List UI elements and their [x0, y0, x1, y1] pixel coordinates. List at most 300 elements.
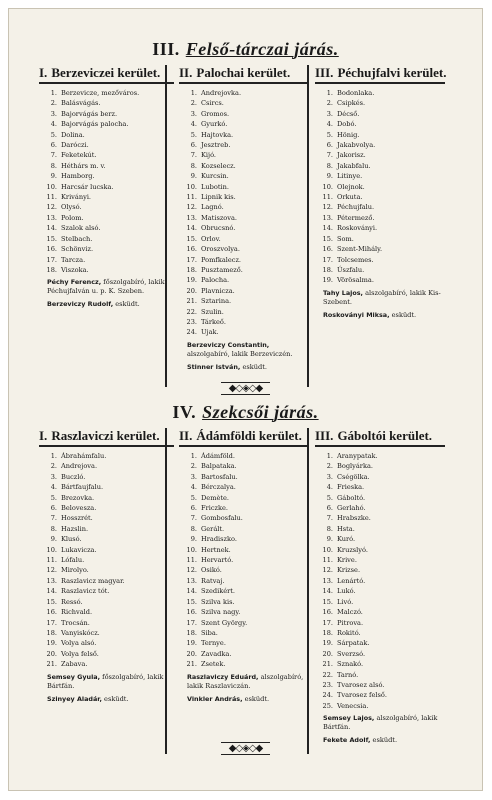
section-title — [9, 39, 482, 60]
official-name: Raszlaviczy Eduárd, — [187, 672, 259, 681]
village-number: 17. — [322, 618, 333, 627]
village-name: Schönviz. — [61, 245, 94, 254]
village-name: Hosszrét. — [61, 514, 93, 523]
village-name: Stelbach. — [61, 234, 93, 243]
village-name: Péchujfalu. — [337, 203, 375, 212]
village-name: Szulin. — [201, 307, 224, 316]
village-number: 6. — [190, 141, 197, 150]
village-number: 3. — [326, 472, 333, 481]
village-item — [179, 317, 309, 327]
village-item — [179, 503, 309, 513]
village-item — [315, 503, 445, 513]
village-number: 15. — [186, 597, 197, 606]
district-number: II. — [179, 65, 193, 80]
village-name: Palocha. — [201, 276, 230, 285]
village-number: 15. — [186, 234, 197, 243]
village-number: 7. — [190, 151, 197, 160]
village-number: 23. — [322, 680, 333, 689]
village-number: 15. — [322, 597, 333, 606]
village-number: 8. — [50, 524, 57, 533]
village-item — [179, 150, 309, 160]
district-column-3 — [315, 65, 445, 320]
village-number: 24. — [322, 691, 333, 700]
village-number: 12. — [186, 203, 197, 212]
village-number: 3. — [50, 109, 57, 118]
village-item — [39, 649, 174, 659]
village-name: Klusó. — [61, 535, 82, 544]
village-number: 14. — [186, 224, 197, 233]
clerk-name: Roskoványi Miksa, — [323, 310, 390, 319]
section-szekcsoi — [9, 402, 482, 772]
village-number: 1. — [50, 89, 57, 97]
village-number: 4. — [190, 120, 197, 129]
village-list — [39, 88, 174, 275]
village-item — [39, 202, 174, 212]
village-number: 10. — [46, 182, 57, 191]
village-name: Balásvágás. — [61, 99, 101, 108]
column-divider — [165, 428, 167, 754]
village-name: Gáboltó. — [337, 493, 366, 502]
village-number: 12. — [46, 566, 57, 575]
village-item — [179, 597, 309, 607]
official-entry — [39, 673, 174, 691]
village-number: 1. — [190, 452, 197, 460]
village-item — [179, 182, 309, 192]
village-number: 9. — [326, 172, 333, 181]
village-number: 10. — [186, 545, 197, 554]
village-number: 15. — [46, 234, 57, 243]
village-number: 18. — [46, 265, 57, 274]
village-item — [179, 275, 309, 285]
village-item — [39, 161, 174, 171]
village-number: 17. — [186, 618, 197, 627]
ornamental-divider: ◆◇◈◇◆ — [9, 742, 482, 755]
village-name: Livó. — [337, 597, 354, 606]
village-name: Dolina. — [61, 130, 85, 139]
village-name: Boglyárka. — [337, 462, 373, 471]
village-name: Bérczalya. — [201, 483, 236, 492]
village-name: Zabava. — [61, 660, 88, 669]
village-number: 5. — [50, 493, 57, 502]
village-number: 5. — [50, 130, 57, 139]
village-item — [39, 171, 174, 181]
village-name: Zavadka. — [201, 649, 232, 658]
village-name: Tvarosez alsó. — [337, 680, 385, 689]
village-item — [39, 534, 174, 544]
village-number: 13. — [322, 213, 333, 222]
village-name: Krizse. — [337, 566, 361, 575]
village-name: Vanyiskócz. — [61, 628, 100, 637]
official-text: alszolgabíró, lakik Berzeviczén. — [187, 349, 293, 358]
village-number: 1. — [326, 89, 333, 97]
village-item — [39, 109, 174, 119]
village-number: 20. — [186, 649, 197, 658]
village-name: Bártfaujfalu. — [61, 483, 104, 492]
village-name: Harcsár lucska. — [61, 182, 114, 191]
village-number: 14. — [322, 224, 333, 233]
village-item — [39, 192, 174, 202]
village-name: Szent-Mihály. — [337, 245, 383, 254]
village-item — [179, 451, 309, 461]
village-number: 8. — [326, 161, 333, 170]
village-item — [315, 234, 445, 244]
village-name: Bajorvágás palocha. — [61, 120, 129, 129]
village-number: 11. — [322, 556, 333, 565]
village-item — [179, 161, 309, 171]
village-name: Kozselecz. — [201, 161, 236, 170]
village-item — [179, 202, 309, 212]
village-name: Roskoványi. — [337, 224, 378, 233]
village-item — [179, 109, 309, 119]
village-name: Olejnok. — [337, 182, 365, 191]
village-name: Szedikért. — [201, 587, 236, 596]
village-name: Ujak. — [201, 328, 219, 337]
village-item — [179, 171, 309, 181]
village-name: Belovesza. — [61, 504, 97, 513]
village-number: 5. — [190, 130, 197, 139]
village-number: 4. — [50, 120, 57, 129]
village-number: 15. — [46, 597, 57, 606]
village-item — [315, 244, 445, 254]
official-entry — [179, 341, 309, 359]
village-number: 15. — [322, 234, 333, 243]
village-number: 3. — [190, 109, 197, 118]
village-name: Polom. — [61, 213, 84, 222]
district-column-2 — [179, 428, 309, 704]
village-item — [315, 565, 445, 575]
village-number: 17. — [186, 255, 197, 264]
village-item — [39, 545, 174, 555]
village-item — [179, 296, 309, 306]
village-item — [179, 586, 309, 596]
village-item — [179, 234, 309, 244]
village-number: 17. — [322, 255, 333, 264]
village-number: 22. — [186, 307, 197, 316]
district-name: Raszlaviczi kerület. — [51, 428, 160, 443]
village-number: 16. — [186, 245, 197, 254]
village-item — [39, 524, 174, 534]
village-number: 10. — [46, 545, 57, 554]
village-name: Venecsia. — [337, 701, 369, 710]
village-item — [179, 472, 309, 482]
village-item — [315, 576, 445, 586]
village-name: Frieska. — [337, 483, 365, 492]
village-number: 18. — [322, 265, 333, 274]
village-number: 2. — [190, 462, 197, 471]
district-heading — [179, 65, 309, 84]
village-item — [315, 109, 445, 119]
village-item — [315, 255, 445, 265]
village-item — [179, 618, 309, 628]
village-name: Pétermező. — [337, 213, 375, 222]
village-name: Feketekút. — [61, 151, 97, 160]
village-name: Kuró. — [337, 535, 356, 544]
village-item — [315, 690, 445, 700]
village-item — [179, 545, 309, 555]
village-name: Aranypatak. — [337, 452, 378, 460]
district-column-1 — [39, 428, 174, 704]
village-name: Litinye. — [337, 172, 363, 181]
village-item — [179, 192, 309, 202]
village-number: 23. — [186, 317, 197, 326]
village-item — [315, 607, 445, 617]
clerk-text: esküdt. — [244, 694, 270, 703]
village-item — [315, 680, 445, 690]
village-number: 6. — [50, 504, 57, 513]
village-number: 6. — [50, 141, 57, 150]
village-number: 12. — [322, 203, 333, 212]
village-item — [315, 182, 445, 192]
village-item — [315, 150, 445, 160]
village-name: Andrejova. — [61, 462, 98, 471]
section-name: Felső-tárczai járás. — [185, 39, 339, 59]
village-name: Olysó. — [61, 203, 82, 212]
village-number: 5. — [326, 493, 333, 502]
village-number: 14. — [46, 224, 57, 233]
village-item — [179, 130, 309, 140]
village-item — [179, 286, 309, 296]
village-item — [179, 255, 309, 265]
clerk-text: esküdt. — [115, 300, 140, 309]
village-item — [179, 223, 309, 233]
village-item — [179, 565, 309, 575]
village-list — [315, 88, 445, 286]
village-name: Mirolyo. — [61, 566, 89, 575]
village-number: 13. — [322, 576, 333, 585]
village-name: Friczke. — [201, 504, 228, 513]
village-name: Tvarosez felső. — [337, 691, 387, 700]
clerk-entry — [39, 299, 174, 309]
section-name: Szekcsői járás. — [202, 402, 319, 422]
village-item — [315, 119, 445, 129]
village-number: 12. — [186, 566, 197, 575]
village-item — [315, 472, 445, 482]
village-number: 7. — [50, 151, 57, 160]
official-entry — [315, 289, 445, 307]
village-item — [315, 513, 445, 523]
village-number: 8. — [326, 524, 333, 533]
village-number: 2. — [50, 99, 57, 108]
village-item — [179, 649, 309, 659]
village-number: 21. — [186, 660, 197, 669]
village-item — [315, 586, 445, 596]
village-item — [179, 307, 309, 317]
village-name: Lubotin. — [201, 182, 229, 191]
village-item — [39, 659, 174, 669]
village-number: 13. — [46, 213, 57, 222]
district-column-2 — [179, 65, 309, 372]
clerk-name: Vinkler András, — [187, 694, 243, 703]
village-name: Vörösalma. — [337, 276, 374, 285]
village-number: 9. — [50, 535, 57, 544]
village-item — [39, 182, 174, 192]
village-number: 11. — [322, 193, 333, 202]
village-item — [315, 275, 445, 285]
village-item — [315, 223, 445, 233]
village-number: 4. — [326, 120, 333, 129]
village-name: Volya felső. — [61, 649, 99, 658]
village-number: 7. — [50, 514, 57, 523]
village-name: Bajorvágás berz. — [61, 109, 118, 118]
village-item — [315, 534, 445, 544]
village-item — [179, 628, 309, 638]
village-name: Hajtovka. — [201, 130, 234, 139]
village-list — [179, 451, 309, 670]
district-name: Ádámföldi kerület. — [196, 428, 302, 443]
village-number: 1. — [326, 452, 333, 460]
village-item — [315, 98, 445, 108]
village-name: Jakabvolya. — [337, 141, 376, 150]
village-number: 8. — [50, 161, 57, 170]
village-name: Gromos. — [201, 109, 230, 118]
district-number: III. — [315, 428, 334, 443]
village-number: 20. — [46, 649, 57, 658]
village-name: Oroszvolya. — [201, 245, 240, 254]
village-item — [315, 701, 445, 711]
village-name: Kriványi. — [61, 193, 92, 202]
clerk-text: esküdt. — [104, 694, 129, 703]
village-number: 12. — [322, 566, 333, 575]
village-item — [39, 513, 174, 523]
village-number: 1. — [190, 89, 197, 97]
village-name: Gyurkó. — [201, 120, 228, 129]
village-item — [315, 628, 445, 638]
document-page — [8, 8, 483, 791]
village-item — [315, 451, 445, 461]
village-item — [179, 513, 309, 523]
village-item — [315, 161, 445, 171]
district-name: Berzeviczei kerület. — [51, 65, 161, 80]
village-item — [179, 493, 309, 503]
village-name: Gerált. — [201, 524, 225, 533]
village-name: Szilva nagy. — [201, 608, 241, 617]
clerk-entry — [179, 362, 309, 372]
district-heading — [39, 428, 174, 447]
village-list — [179, 88, 309, 338]
village-number: 16. — [322, 608, 333, 617]
village-item — [179, 119, 309, 129]
village-list — [39, 451, 174, 670]
village-item — [39, 576, 174, 586]
village-number: 11. — [186, 556, 197, 565]
village-number: 6. — [326, 504, 333, 513]
village-number: 10. — [322, 545, 333, 554]
village-item — [315, 493, 445, 503]
village-item — [39, 618, 174, 628]
village-name: Sárpatak. — [337, 639, 370, 648]
village-item — [315, 555, 445, 565]
village-name: Pomfkalecz. — [201, 255, 242, 264]
clerk-entry — [179, 694, 309, 704]
village-name: Décső. — [337, 109, 360, 118]
village-number: 19. — [46, 639, 57, 648]
official-entry — [315, 714, 445, 732]
village-item — [315, 545, 445, 555]
village-number: 19. — [186, 276, 197, 285]
village-number: 17. — [46, 618, 57, 627]
village-number: 8. — [190, 161, 197, 170]
village-number: 2. — [190, 99, 197, 108]
village-name: Lófalu. — [61, 556, 85, 565]
district-number: III. — [315, 65, 334, 80]
village-name: Hsta. — [337, 524, 355, 533]
village-name: Pusztamező. — [201, 265, 243, 274]
village-number: 7. — [326, 514, 333, 523]
village-number: 7. — [190, 514, 197, 523]
village-name: Cségölka. — [337, 472, 370, 481]
village-number: 13. — [186, 576, 197, 585]
village-number: 9. — [326, 535, 333, 544]
official-name: Tahy Lajos, — [323, 288, 363, 297]
clerk-text: esküdt. — [242, 362, 267, 371]
village-name: Dobó. — [337, 120, 357, 129]
village-number: 18. — [46, 628, 57, 637]
village-name: Csipkés. — [337, 99, 366, 108]
village-item — [315, 618, 445, 628]
village-name: Raszlavicz tót. — [61, 587, 110, 596]
village-item — [39, 638, 174, 648]
section-felso-tarczai — [9, 39, 482, 389]
ornamental-divider: ◆◇◈◇◆ — [9, 382, 482, 395]
village-item — [315, 202, 445, 212]
village-item — [315, 649, 445, 659]
district-number: II. — [179, 428, 193, 443]
village-name: Kruzslyó. — [337, 545, 368, 554]
village-item — [39, 493, 174, 503]
village-item — [39, 213, 174, 223]
village-item — [179, 327, 309, 337]
village-item — [39, 503, 174, 513]
village-number: 21. — [186, 297, 197, 306]
village-name: Raszlavicz magyar. — [61, 576, 125, 585]
village-number: 4. — [50, 483, 57, 492]
village-name: Daróczi. — [61, 141, 89, 150]
village-item — [39, 98, 174, 108]
village-number: 21. — [322, 660, 333, 669]
village-name: Buczló. — [61, 472, 86, 481]
village-item — [179, 524, 309, 534]
village-item — [315, 265, 445, 275]
village-item — [39, 223, 174, 233]
clerk-text: esküdt. — [372, 736, 398, 745]
village-number: 14. — [186, 587, 197, 596]
village-name: Som. — [337, 234, 354, 243]
village-name: Jesztreb. — [201, 141, 231, 150]
village-number: 16. — [322, 245, 333, 254]
official-name: Berzeviczy Constantin, — [187, 340, 270, 349]
village-number: 3. — [190, 472, 197, 481]
official-entry — [39, 278, 174, 296]
village-item — [39, 472, 174, 482]
village-number: 8. — [190, 524, 197, 533]
village-number: 14. — [46, 587, 57, 596]
official-text: főszolgabíró, lakik Péchujfalván u. p. K. Szeben. — [47, 278, 165, 296]
village-name: Ressó. — [61, 597, 83, 606]
clerk-name: Berzeviczy Rudolf, — [47, 300, 114, 309]
village-name: Brezovka. — [61, 493, 95, 502]
village-number: 14. — [322, 587, 333, 596]
village-item — [39, 150, 174, 160]
village-item — [179, 88, 309, 98]
village-number: 12. — [46, 203, 57, 212]
village-name: Tolcsemes. — [337, 255, 374, 264]
village-number: 13. — [46, 576, 57, 585]
village-item — [39, 140, 174, 150]
village-number: 3. — [50, 472, 57, 481]
village-name: Hervartó. — [201, 556, 234, 565]
village-item — [39, 586, 174, 596]
district-name: Palochai kerület. — [196, 65, 291, 80]
